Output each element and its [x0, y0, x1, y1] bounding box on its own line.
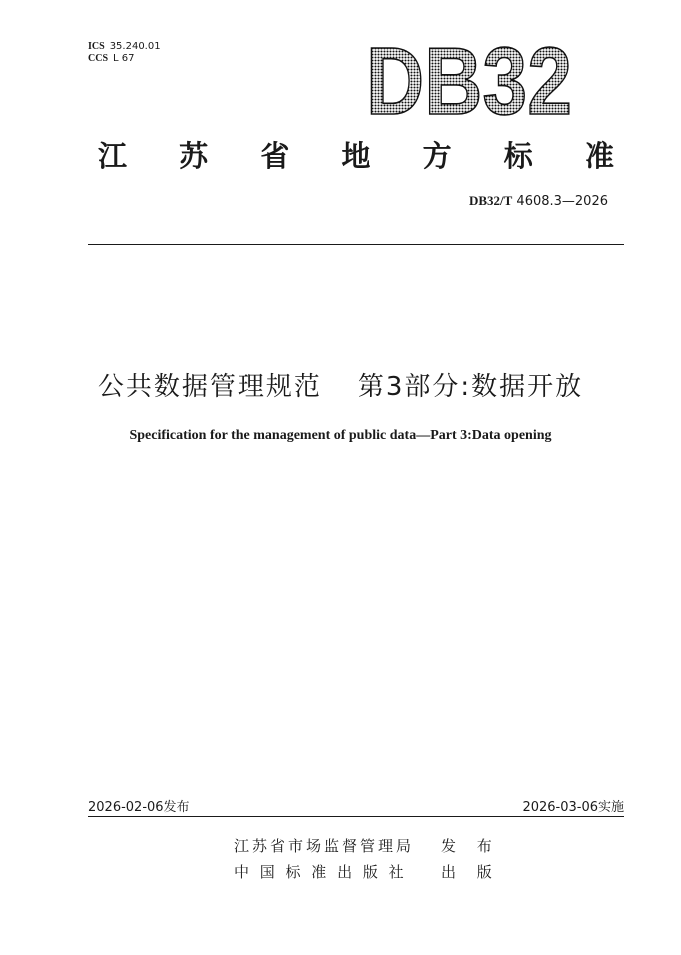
title-english: Specification for the management of public data—Part 3:Data opening: [129, 428, 552, 443]
title-chinese-part: 第3部分:数据开放: [357, 372, 584, 402]
header-divider: [88, 244, 624, 245]
title-chinese-main: 公共数据管理规范: [97, 372, 322, 402]
logo-text: DB32: [366, 28, 572, 135]
standard-type-char: 准: [584, 138, 614, 173]
issuer-name: 江苏省市场监督管理局: [234, 837, 415, 855]
title-chinese: [0, 366, 681, 403]
publisher-name: 中 国 标 准 出 版 社: [234, 863, 407, 881]
db32-logo: [362, 28, 576, 135]
issuer-action: 发 布: [441, 837, 500, 855]
ics-label: ICS: [88, 41, 105, 52]
standard-type-char: 标: [503, 138, 533, 173]
standard-type-char: 地: [341, 138, 371, 173]
ccs-code: [88, 53, 135, 65]
implement-date: 2026-03-06实施: [522, 800, 624, 815]
ics-value: 35.240.01: [109, 41, 161, 52]
ccs-value: L 67: [113, 53, 135, 64]
standard-type-char: 江: [98, 138, 128, 173]
publish-date: 2026-02-06发布: [88, 800, 190, 815]
ccs-label: CCS: [88, 53, 109, 64]
standard-type-char: 省: [260, 138, 290, 173]
standard-type-char: 苏: [179, 138, 209, 173]
document-number-value: 4608.3—2026: [516, 194, 608, 209]
footer-divider: [88, 816, 624, 817]
ics-code: [88, 41, 161, 53]
document-number: [469, 193, 608, 209]
document-number-prefix: DB32/T: [468, 193, 513, 208]
publisher-action: 出 版: [441, 863, 500, 881]
standard-type-char: 方: [422, 138, 452, 173]
standard-type: [98, 134, 614, 174]
